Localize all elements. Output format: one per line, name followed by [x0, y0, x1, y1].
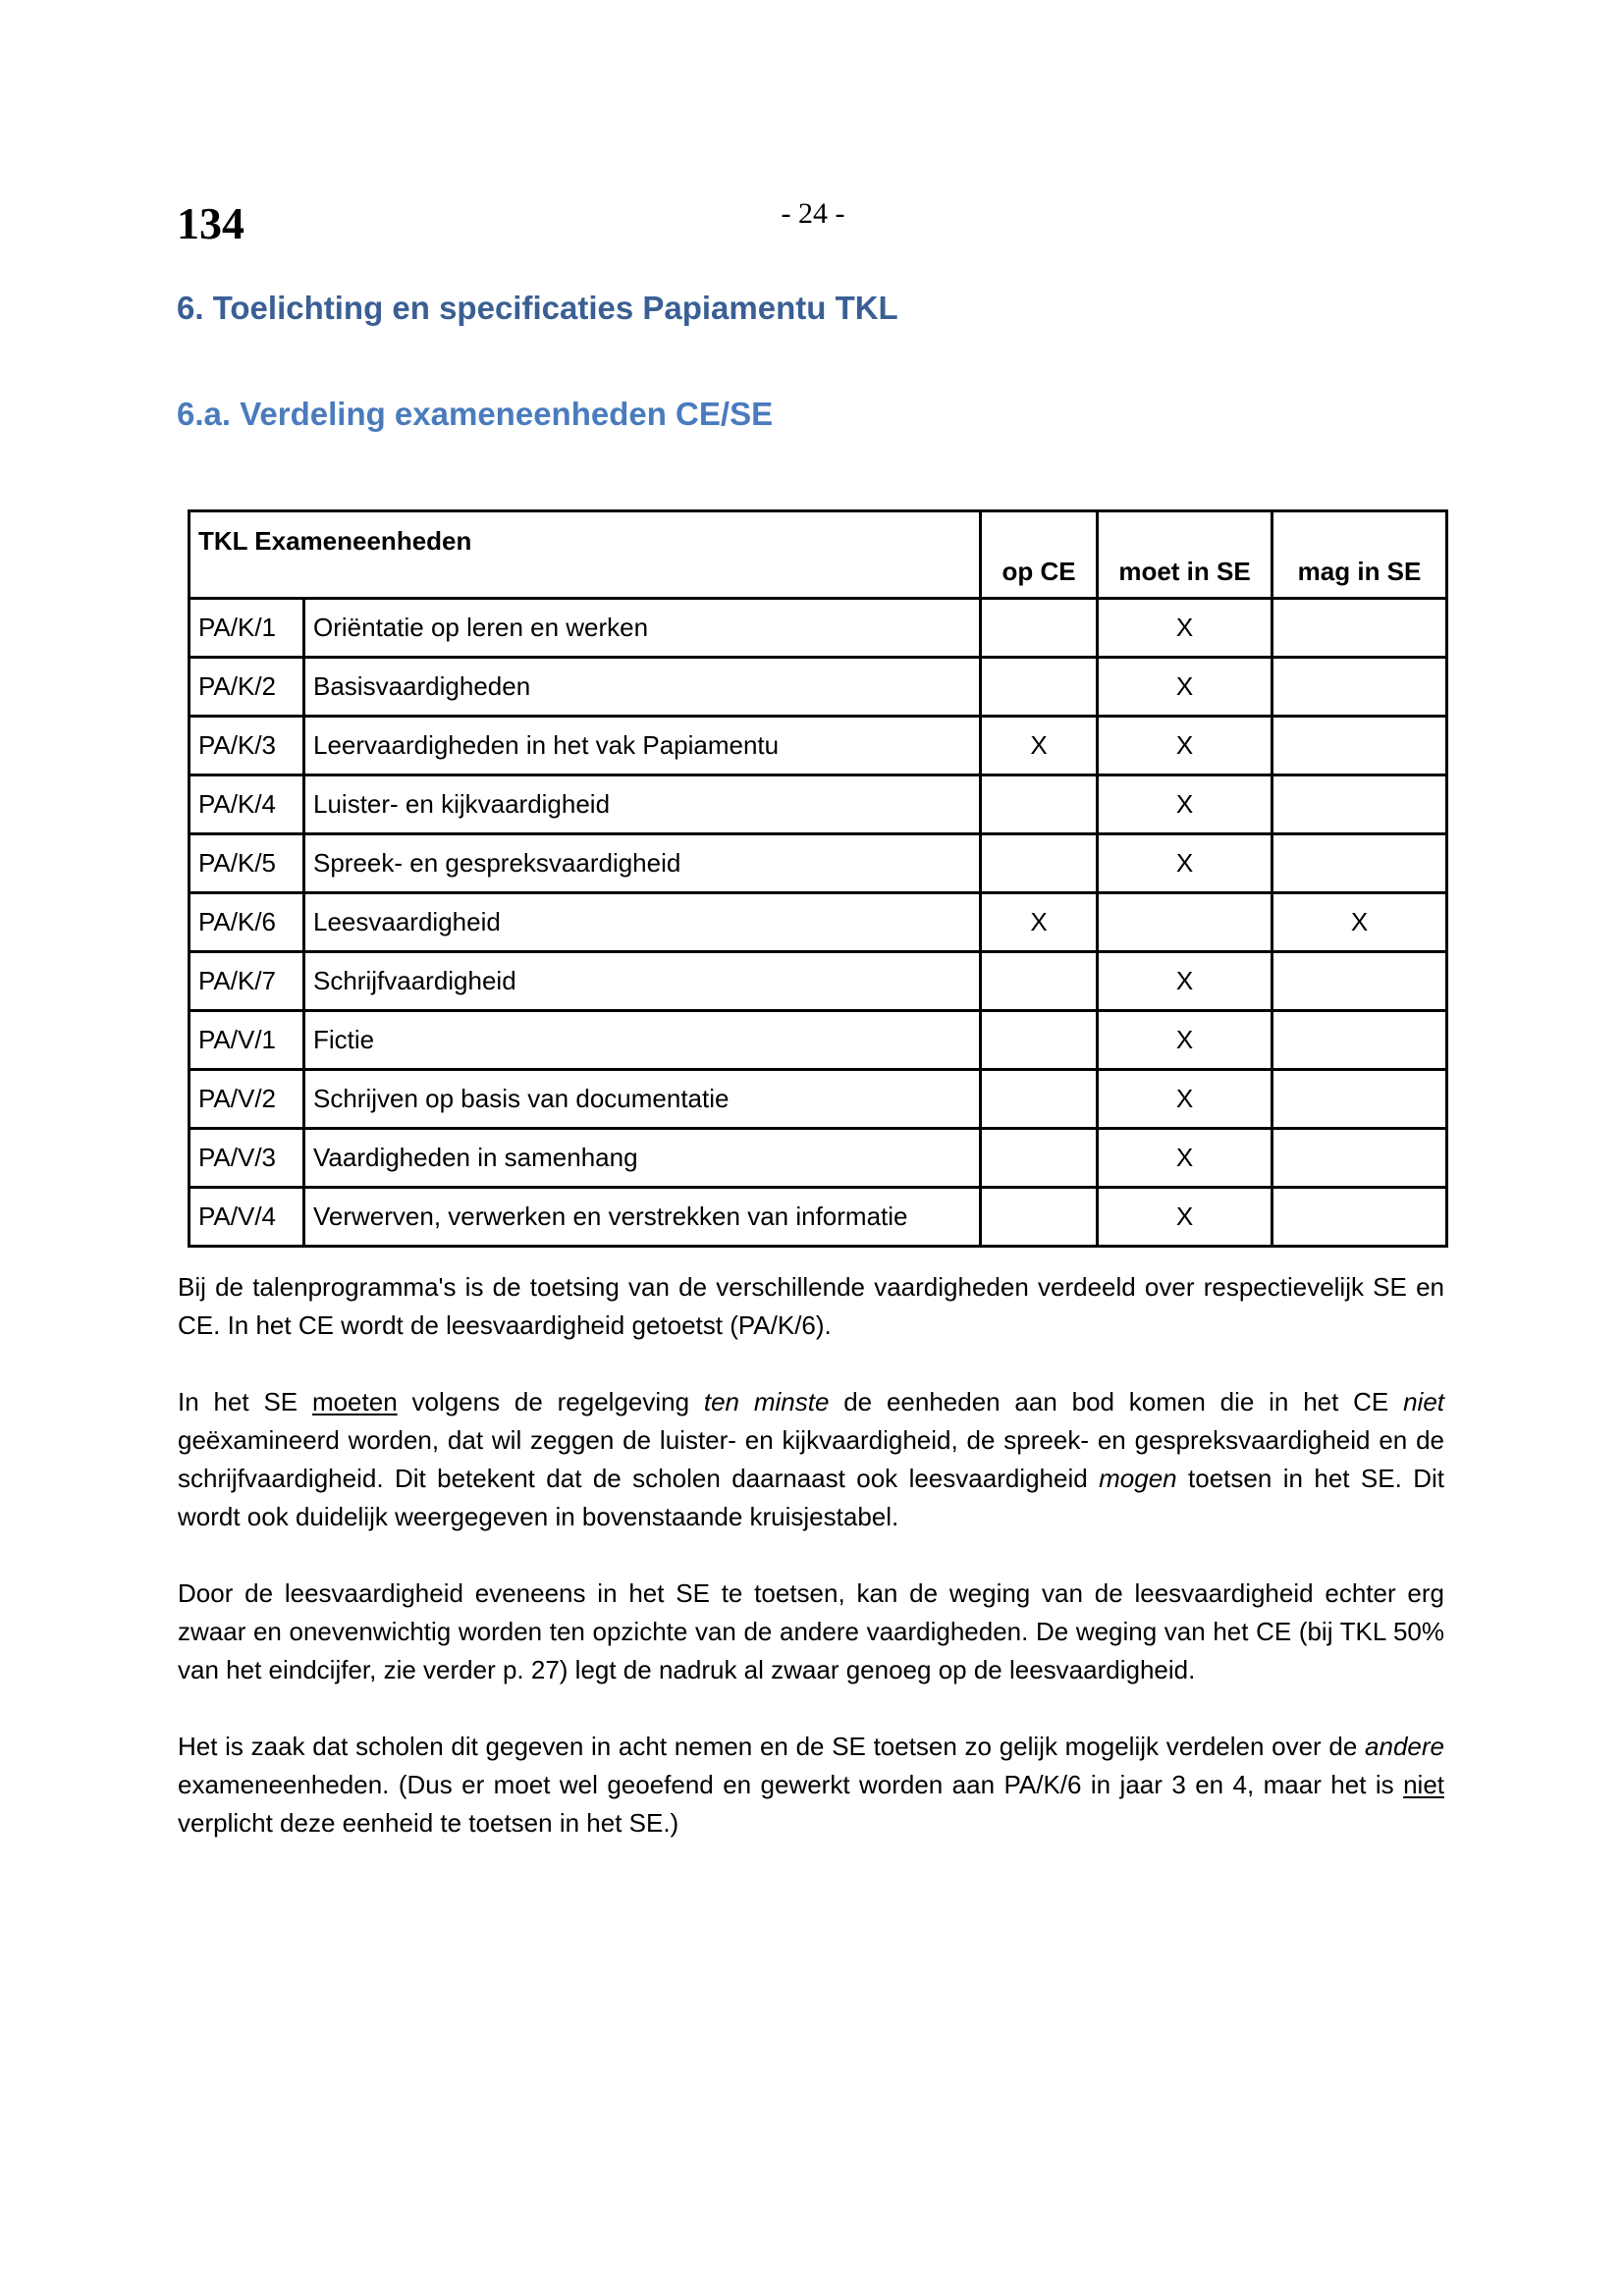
- unit-code: PA/K/2: [189, 658, 304, 717]
- unit-code: PA/V/3: [189, 1129, 304, 1188]
- mark-mag-in-se: [1272, 1129, 1447, 1188]
- unit-code: PA/V/2: [189, 1070, 304, 1129]
- unit-name: Leesvaardigheid: [304, 893, 981, 952]
- italic-text: andere: [1365, 1732, 1444, 1761]
- mark-op-ce: [981, 1129, 1098, 1188]
- unit-name: Leervaardigheden in het vak Papiamentu: [304, 717, 981, 775]
- unit-name: Basisvaardigheden: [304, 658, 981, 717]
- table-row: [189, 717, 1447, 775]
- mark-moet-in-se: X: [1098, 952, 1272, 1011]
- paragraph-distribution: [178, 1268, 1444, 1345]
- table-row: [189, 952, 1447, 1011]
- text-run: Het is zaak dat scholen dit gegeven in acht nemen en de SE toetsen zo gelijk mogelijk verdelen over de: [178, 1732, 1366, 1761]
- mark-moet-in-se: X: [1098, 1129, 1272, 1188]
- unit-code: PA/K/3: [189, 717, 304, 775]
- table-title: TKL Exameneenheden: [189, 511, 981, 599]
- mark-mag-in-se: [1272, 1070, 1447, 1129]
- paragraph-text: Bij de talenprogramma's is de toetsing van de verschillende vaardigheden verdeeld over respectievelijk SE en CE. In het CE wordt de leesvaardigheid getoetst (PA/K/6).: [178, 1272, 1444, 1340]
- mark-mag-in-se: [1272, 834, 1447, 893]
- mark-moet-in-se: X: [1098, 1070, 1272, 1129]
- table-row: [189, 658, 1447, 717]
- col-header-mag-in-se: mag in SE: [1272, 511, 1447, 599]
- unit-code: PA/V/4: [189, 1188, 304, 1247]
- mark-mag-in-se: [1272, 599, 1447, 658]
- mark-op-ce: [981, 1070, 1098, 1129]
- unit-code: PA/K/5: [189, 834, 304, 893]
- mark-op-ce: [981, 599, 1098, 658]
- text-run: verplicht deze eenheid te toetsen in het SE.): [178, 1808, 679, 1838]
- underlined-text: niet: [1403, 1770, 1444, 1799]
- table-row: [189, 1129, 1447, 1188]
- text-run: geëxamineerd worden, dat wil zeggen de luister- en kijkvaardigheid, de spreek- en gespreksvaardigheid en de schrijfvaardigheid. Dit betekent dat de scholen daarnaast ook leesvaardigheid: [178, 1425, 1444, 1493]
- unit-code: PA/K/6: [189, 893, 304, 952]
- unit-code: PA/K/4: [189, 775, 304, 834]
- italic-text: ten minste: [703, 1387, 830, 1416]
- text-run: toetsen in het SE. Dit wordt ook duidelijk weergegeven in bovenstaande kruisjestabel.: [178, 1464, 1445, 1531]
- table-row: [189, 599, 1447, 658]
- mark-moet-in-se: X: [1098, 1011, 1272, 1070]
- unit-name: Schrijfvaardigheid: [304, 952, 981, 1011]
- table-row: [189, 834, 1447, 893]
- mark-op-ce: [981, 658, 1098, 717]
- col-header-op-ce: op CE: [981, 511, 1098, 599]
- table-header-row: [189, 511, 1447, 599]
- paragraph-weighting: [178, 1575, 1444, 1689]
- mark-op-ce: X: [981, 893, 1098, 952]
- mark-mag-in-se: [1272, 1188, 1447, 1247]
- unit-name: Oriëntatie op leren en werken: [304, 599, 981, 658]
- mark-op-ce: [981, 1011, 1098, 1070]
- italic-text: niet: [1403, 1387, 1444, 1416]
- text-run: de eenheden aan bod komen die in het CE: [829, 1387, 1404, 1416]
- table-row: [189, 1011, 1447, 1070]
- mark-op-ce: X: [981, 717, 1098, 775]
- mark-op-ce: [981, 834, 1098, 893]
- unit-code: PA/K/7: [189, 952, 304, 1011]
- unit-code: PA/V/1: [189, 1011, 304, 1070]
- table-row: [189, 775, 1447, 834]
- mark-op-ce: [981, 775, 1098, 834]
- text-run: volgens de regelgeving: [397, 1387, 704, 1416]
- unit-name: Spreek- en gespreksvaardigheid: [304, 834, 981, 893]
- mark-moet-in-se: X: [1098, 599, 1272, 658]
- table-row: [189, 1070, 1447, 1129]
- mark-mag-in-se: X: [1272, 893, 1447, 952]
- exam-units-table: [188, 509, 1448, 1248]
- body-text: [178, 1268, 1444, 1881]
- underlined-text: moeten: [311, 1387, 398, 1416]
- table-row: [189, 893, 1447, 952]
- mark-moet-in-se: [1098, 893, 1272, 952]
- mark-op-ce: [981, 952, 1098, 1011]
- text-run: In het SE: [178, 1387, 312, 1416]
- col-header-moet-in-se: moet in SE: [1098, 511, 1272, 599]
- mark-moet-in-se: X: [1098, 1188, 1272, 1247]
- mark-moet-in-se: X: [1098, 717, 1272, 775]
- unit-name: Schrijven op basis van documentatie: [304, 1070, 981, 1129]
- text-run: exameneenheden. (Dus er moet wel geoefend en gewerkt worden aan PA/K/6 in jaar 3 en 4, maar het is: [178, 1770, 1404, 1799]
- unit-name: Vaardigheden in samenhang: [304, 1129, 981, 1188]
- unit-name: Verwerven, verwerken en verstrekken van informatie: [304, 1188, 981, 1247]
- mark-moet-in-se: X: [1098, 658, 1272, 717]
- paragraph-se-requirements: [178, 1383, 1444, 1536]
- mark-mag-in-se: [1272, 717, 1447, 775]
- paragraph-text: Door de leesvaardigheid eveneens in het SE te toetsen, kan de weging van de leesvaardigheid echter erg zwaar en onevenwichtig worden ten opzichte van de andere vaardigheden. De weging van het CE (bij TKL 50% van het eindcijfer, zie verder p. 27) legt de nadruk al zwaar genoeg op de leesvaardigheid.: [178, 1578, 1444, 1684]
- mark-mag-in-se: [1272, 1011, 1447, 1070]
- unit-name: Luister- en kijkvaardigheid: [304, 775, 981, 834]
- unit-code: PA/K/1: [189, 599, 304, 658]
- mark-moet-in-se: X: [1098, 834, 1272, 893]
- mark-mag-in-se: [1272, 658, 1447, 717]
- mark-op-ce: [981, 1188, 1098, 1247]
- page-number-left: 134: [177, 198, 244, 248]
- unit-name: Fictie: [304, 1011, 981, 1070]
- section-heading: 6. Toelichting en specificaties Papiamentu TKL: [177, 290, 898, 326]
- page-number-center: - 24 -: [781, 197, 845, 230]
- subsection-heading: 6.a. Verdeling exameneenheden CE/SE: [177, 396, 774, 432]
- mark-mag-in-se: [1272, 952, 1447, 1011]
- italic-text: mogen: [1099, 1464, 1177, 1493]
- table-row: [189, 1188, 1447, 1247]
- mark-mag-in-se: [1272, 775, 1447, 834]
- mark-moet-in-se: X: [1098, 775, 1272, 834]
- paragraph-recommendation: [178, 1728, 1444, 1842]
